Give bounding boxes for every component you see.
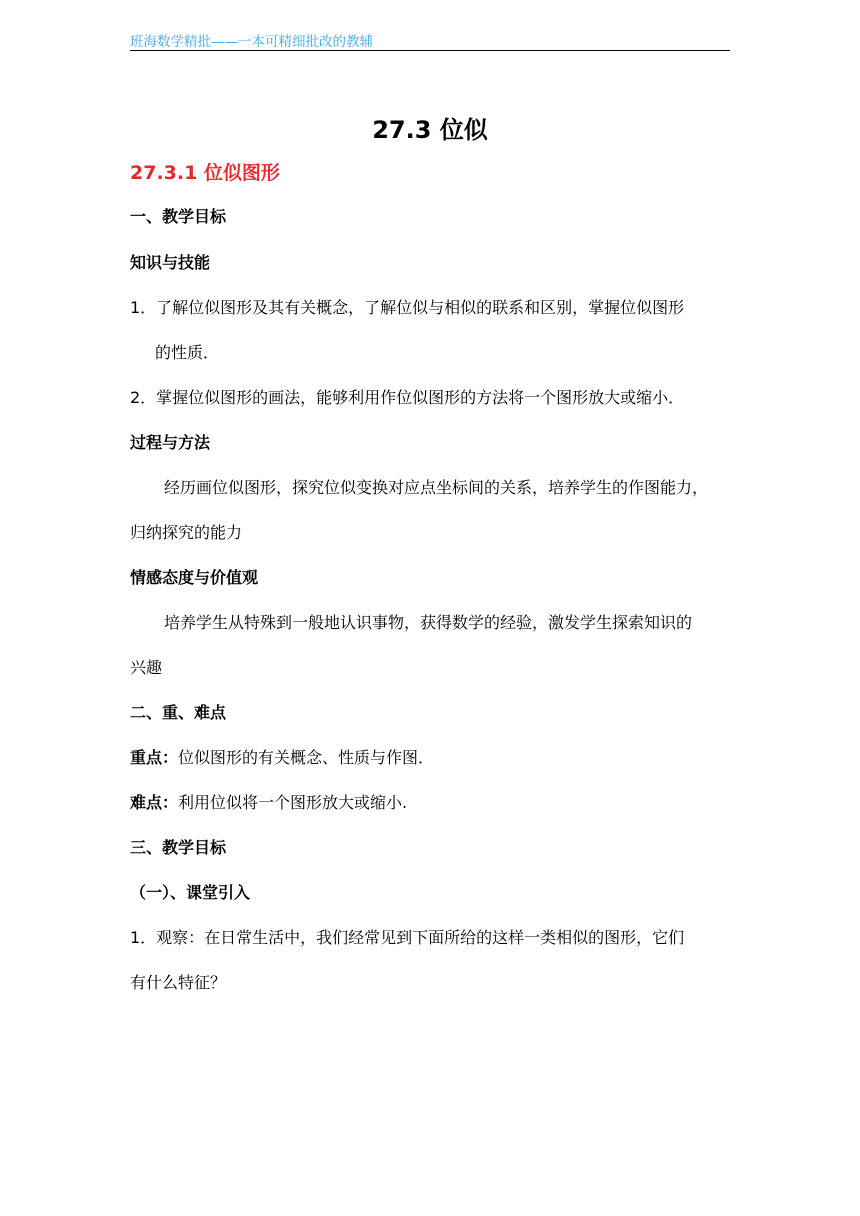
heading-emotion-values: 情感态度与价值观	[130, 568, 259, 587]
difficult-point	[130, 793, 407, 813]
emotion-line-2: 兴趣	[130, 658, 163, 677]
knowledge-item-1-line-1: 1．了解位似图形及其有关概念，了解位似与相似的联系和区别，掌握位似图形	[130, 298, 685, 317]
heading-class-intro: （一）、课堂引入	[130, 883, 251, 902]
page-title: 27.3 位似	[372, 116, 488, 144]
heading-key-difficult: 二、重、难点	[130, 703, 227, 722]
section-subtitle: 27.3.1 位似图形	[130, 162, 280, 184]
heading-teaching-goals: 一、教学目标	[130, 207, 227, 226]
heading-process-method: 过程与方法	[130, 433, 211, 452]
process-line-1: 经历画位似图形，探究位似变换对应点坐标间的关系，培养学生的作图能力，	[164, 478, 709, 497]
key-point	[130, 748, 434, 768]
knowledge-item-1-line-2: 的性质．	[155, 343, 220, 362]
page-header	[130, 28, 730, 51]
header-text: 班海数学精批——一本可精细批改的教辅	[130, 34, 373, 50]
difficult-point-label: 难点：	[130, 793, 179, 812]
emotion-line-1: 培养学生从特殊到一般地认识事物，获得数学的经验，激发学生探索知识的	[164, 613, 693, 632]
key-point-text: 位似图形的有关概念、性质与作图．	[178, 748, 435, 767]
heading-teaching-process: 三、教学目标	[130, 838, 227, 857]
heading-knowledge-skills: 知识与技能	[130, 253, 211, 272]
key-point-label: 重点：	[130, 748, 179, 767]
observe-line-2: 有什么特征？	[130, 973, 227, 992]
difficult-point-text: 利用位似将一个图形放大或缩小.	[178, 793, 408, 812]
process-line-2: 归纳探究的能力	[130, 523, 243, 542]
observe-line-1: 1．观察：在日常生活中，我们经常见到下面所给的这样一类相似的图形，它们	[130, 928, 685, 947]
knowledge-item-2: 2．掌握位似图形的画法，能够利用作位似图形的方法将一个图形放大或缩小．	[130, 388, 685, 407]
